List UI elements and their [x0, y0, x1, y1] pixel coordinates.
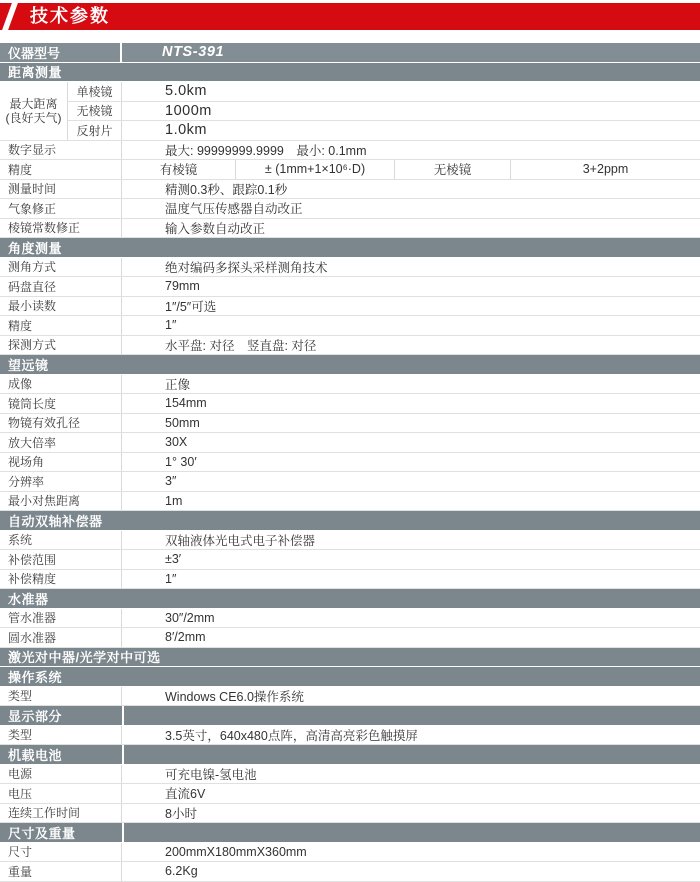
section-header: [0, 63, 700, 83]
spec-row: [0, 433, 700, 453]
row-label: 管水准器: [0, 609, 122, 628]
row-label: 气象修正: [0, 199, 122, 218]
spec-row: [0, 843, 700, 863]
precision-cell: 无棱镜: [395, 160, 511, 179]
row-value: 8小时: [165, 806, 197, 821]
row-label: 电源: [0, 765, 122, 784]
row-value: 3.5英寸，640x480点阵，高清高亮彩色触摸屏: [165, 728, 418, 743]
row-label: 视场角: [0, 453, 122, 472]
precision-cell: ± (1mm+1×10⁶·D): [236, 160, 395, 179]
spec-row: [0, 258, 700, 278]
row-value: 1° 30′: [165, 454, 197, 469]
row-label: 补偿精度: [0, 570, 122, 589]
spec-row: [0, 219, 700, 239]
spec-row: [0, 862, 700, 882]
spec-row: [0, 687, 700, 707]
spec-row: [0, 316, 700, 336]
section-title: 尺寸及重量: [8, 825, 76, 841]
row-value: Windows CE6.0操作系统: [165, 689, 304, 704]
row-value: 最大: 99999999.9999 最小: 0.1mm: [165, 143, 367, 158]
row-value: 直流6V: [165, 787, 206, 802]
row-label: 系统: [0, 531, 122, 550]
spec-row: [0, 277, 700, 297]
group-sub-row: [68, 82, 700, 102]
group-items: [68, 82, 700, 141]
row-value: 正像: [165, 377, 191, 392]
row-label: 物镜有效孔径: [0, 414, 122, 433]
row-value: 输入参数自动改正: [165, 221, 266, 236]
section-header: [0, 589, 700, 609]
row-value: 3″: [165, 474, 177, 489]
section-header: [0, 667, 700, 687]
section-header: [0, 355, 700, 375]
section-title: 显示部分: [8, 708, 63, 724]
sub-label: 反射片: [68, 121, 122, 140]
row-value: 30X: [165, 435, 188, 450]
section-title: 望远镜: [8, 357, 49, 373]
row-value: 1m: [165, 493, 183, 508]
row-value: 水平盘: 对径 竖直盘: 对径: [165, 338, 317, 353]
row-label: 类型: [0, 687, 122, 706]
sub-value: 1000m: [165, 102, 212, 119]
row-label: 精度: [0, 316, 122, 335]
precision-cell: 有棱镜: [122, 160, 236, 179]
row-label: 镜筒长度: [0, 394, 122, 413]
spec-row: [0, 141, 700, 161]
group-label-line2: (良好天气): [5, 110, 62, 125]
row-label: 成像: [0, 375, 122, 394]
row-label: 测角方式: [0, 258, 122, 277]
spec-sections: [0, 63, 700, 882]
spec-row: [0, 550, 700, 570]
spec-row: [0, 628, 700, 648]
row-label: 重量: [0, 862, 122, 881]
group-sub-row: [68, 102, 700, 122]
spec-row: [0, 199, 700, 219]
section-title: 距离测量: [8, 65, 63, 81]
row-value: 绝对编码多探头采样测角技术: [165, 260, 328, 275]
row-label: 码盘直径: [0, 277, 122, 296]
row-label: 分辨率: [0, 472, 122, 491]
row-label: 棱镜常数修正: [0, 219, 122, 238]
spec-row: [0, 531, 700, 551]
row-label: 测量时间: [0, 180, 122, 199]
spec-row: [0, 726, 700, 746]
spec-row: [0, 414, 700, 434]
group-sub-row: [68, 121, 700, 141]
sub-label: 单棱镜: [68, 82, 122, 101]
spec-row: [0, 472, 700, 492]
spec-row: [0, 394, 700, 414]
section-header: [0, 745, 700, 765]
section-header: [0, 706, 700, 726]
row-value: 1″/5″可选: [165, 299, 217, 314]
row-label: 圆水准器: [0, 628, 122, 647]
row-value: 50mm: [165, 415, 200, 430]
precision-cell: 3+2ppm: [582, 162, 629, 177]
spec-table: [0, 43, 700, 882]
spec-row: [0, 765, 700, 785]
section-title: 角度测量: [8, 240, 63, 256]
row-value: 154mm: [165, 396, 207, 411]
spec-row: [0, 570, 700, 590]
banner-title: 技术参数: [30, 6, 110, 26]
row-label: 补偿范围: [0, 550, 122, 569]
tech-params-banner: [0, 3, 700, 30]
row-value: 1″: [165, 571, 177, 586]
row-label: 最小对焦距离: [0, 492, 122, 511]
row-label: 尺寸: [0, 843, 122, 862]
section-title: 操作系统: [8, 669, 63, 685]
row-value: 30″/2mm: [165, 610, 215, 625]
sub-value: 1.0km: [165, 122, 207, 139]
row-value: 温度气压传感器自动改正: [165, 202, 303, 217]
row-value: 可充电镍-氢电池: [165, 767, 257, 782]
row-label: 精度: [0, 160, 122, 179]
spec-row: [0, 784, 700, 804]
row-label: 类型: [0, 726, 122, 745]
row-value: 精测0.3秒、跟踪0.1秒: [165, 182, 288, 197]
spec-row: [0, 609, 700, 629]
row-label: 探测方式: [0, 336, 122, 355]
row-label: 放大倍率: [0, 433, 122, 452]
section-header: [0, 238, 700, 258]
group-label-line1: 最大距离: [9, 96, 58, 111]
banner-red-bar: [8, 3, 700, 30]
section-header: [0, 823, 700, 843]
section-header: [0, 648, 700, 668]
row-label: 数字显示: [0, 141, 122, 160]
row-value: 双轴液体光电式电子补偿器: [165, 533, 316, 548]
spec-row: [0, 180, 700, 200]
model-label: 仪器型号: [0, 43, 122, 62]
section-title: 激光对中器/光学对中可选: [8, 650, 161, 666]
row-value: 8′/2mm: [165, 630, 206, 645]
section-header: [0, 511, 700, 531]
group-row: [0, 82, 700, 141]
model-row: [0, 43, 700, 63]
row-value: 1″: [165, 318, 177, 333]
row-value: 6.2Kg: [165, 864, 198, 879]
row-label: 电压: [0, 784, 122, 803]
sub-value: 5.0km: [165, 83, 207, 100]
spec-row: [0, 804, 700, 824]
spec-row: [0, 492, 700, 512]
precision-row: [0, 160, 700, 180]
row-value: 200mmX180mmX360mm: [165, 844, 307, 859]
spec-row: [0, 375, 700, 395]
section-title: 水准器: [8, 591, 49, 607]
group-label: [0, 82, 68, 141]
row-label: 最小读数: [0, 297, 122, 316]
spec-row: [0, 297, 700, 317]
spec-row: [0, 336, 700, 356]
spec-row: [0, 453, 700, 473]
row-value: 79mm: [165, 279, 200, 294]
section-title: 机载电池: [8, 747, 63, 763]
row-label: 连续工作时间: [0, 804, 122, 823]
sub-label: 无棱镜: [68, 102, 122, 121]
row-value: ±3′: [165, 552, 182, 567]
model-value: NTS-391: [162, 44, 225, 61]
section-title: 自动双轴补偿器: [8, 513, 103, 529]
